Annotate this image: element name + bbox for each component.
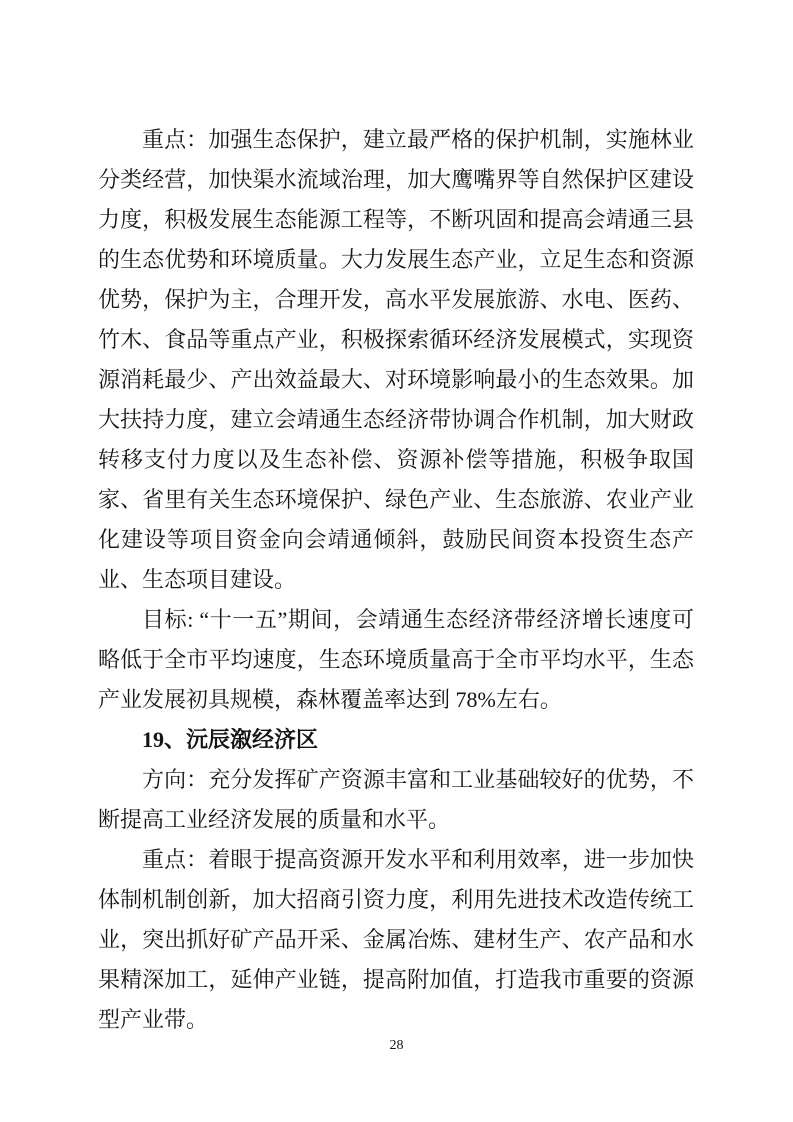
- document-body: [98, 120, 694, 1040]
- section-heading-19: 19、沅辰溆经济区: [142, 727, 319, 752]
- paragraph-direction: 方向：充分发挥矿产资源丰富和工业基础较好的优势，不断提高工业经济发展的质量和水平。: [98, 767, 694, 832]
- paragraph-ecology-goals: 目标: “十一五”期间，会靖通生态经济带经济增长速度可略低于全市平均速度，生态环境质量高于全市平均水平，生态产业发展初具规模，森林覆盖率达到 78%左右。: [98, 607, 694, 712]
- paragraph-industry-priorities: 重点：着眼于提高资源开发水平和利用效率，进一步加快体制机制创新，加大招商引资力度，利用先进技术改造传统工业，突出抓好矿产品开采、金属冶炼、建材生产、农产品和水果精深加工，延伸产业链，提高附加值，打造我市重要的资源型产业带。: [98, 847, 694, 1032]
- page-number: 28: [389, 1038, 404, 1053]
- paragraph-ecology-priorities: 重点：加强生态保护，建立最严格的保护机制，实施林业分类经营，加快渠水流域治理，加大鹰嘴界等自然保护区建设力度，积极发展生态能源工程等，不断巩固和提高会靖通三县的生态优势和环境质量。大力发展生态产业，立足生态和资源优势，保护为主，合理开发，高水平发展旅游、水电、医药、竹木、食品等重点产业，积极探索循环经济发展模式，实现资源消耗最少、产出效益最大、对环境影响最小的生态效果。加大扶持力度，建立会靖通生态经济带协调合作机制，加大财政转移支付力度以及生态补偿、资源补偿等措施，积极争取国家、省里有关生态环境保护、绿色产业、生态旅游、农业产业化建设等项目资金向会靖通倾斜，鼓励民间资本投资生态产业、生态项目建设。: [98, 127, 694, 592]
